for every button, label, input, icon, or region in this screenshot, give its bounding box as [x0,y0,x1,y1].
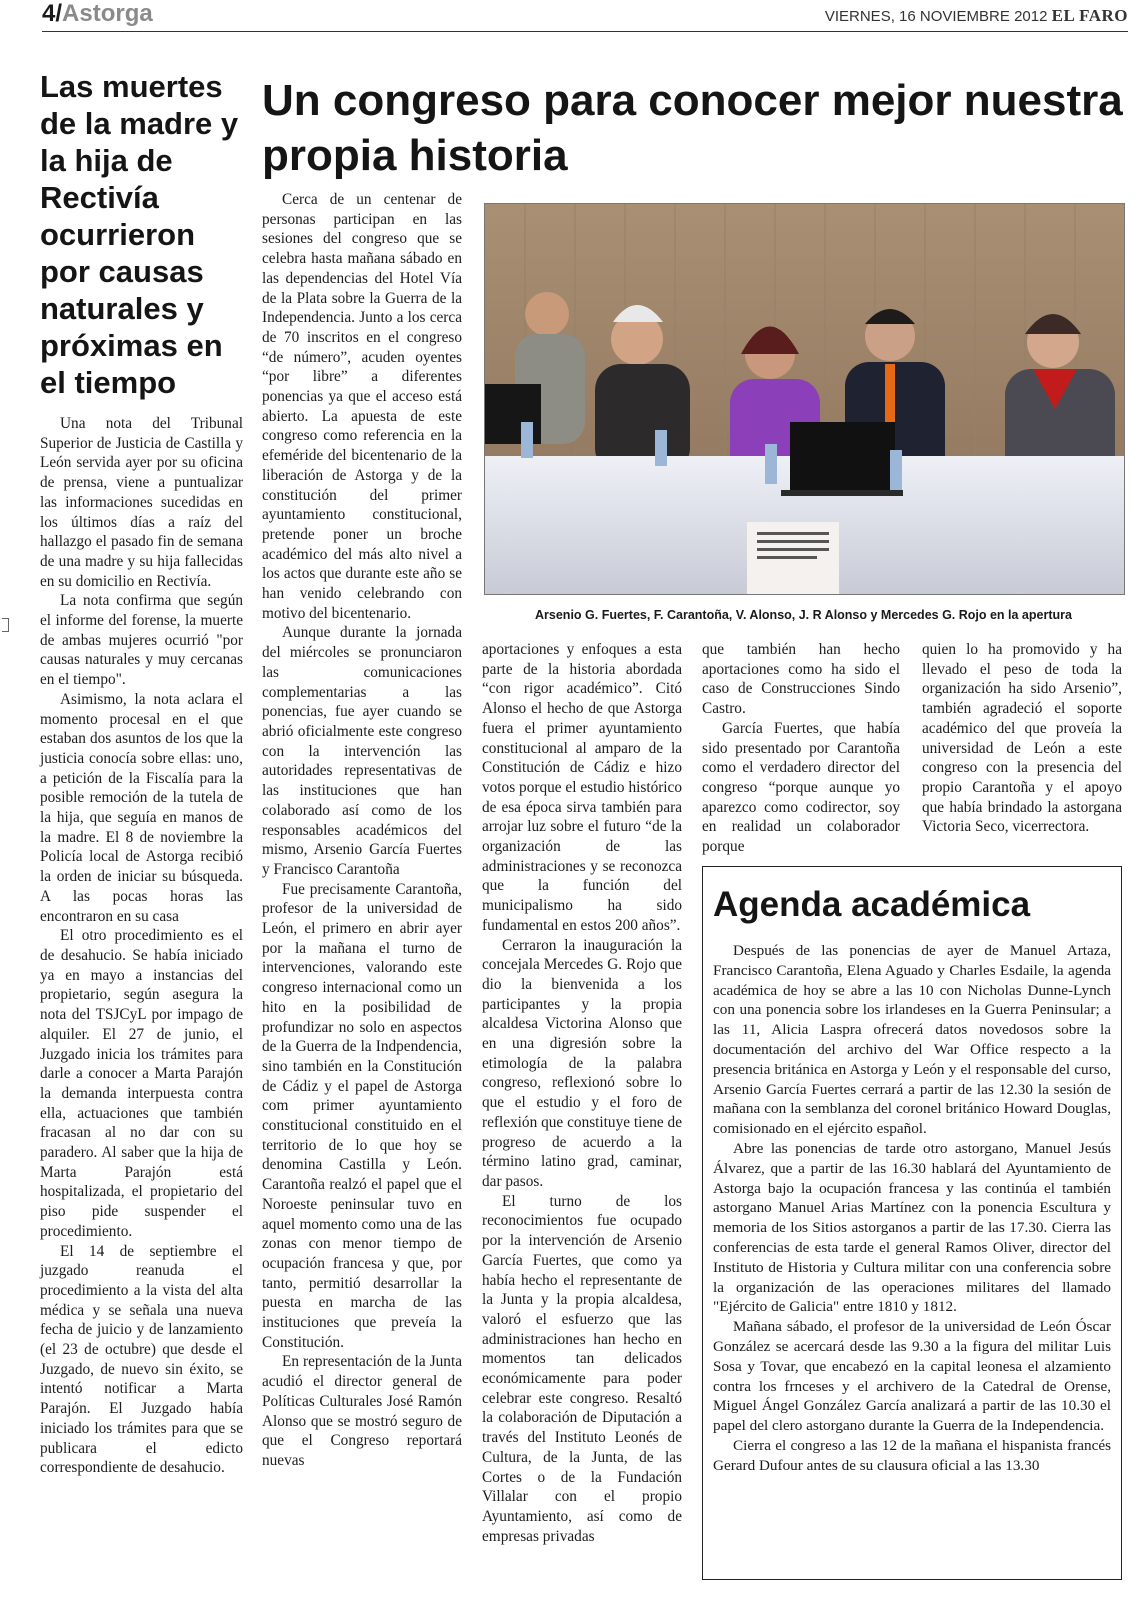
page-number-value: 4/ [42,0,63,27]
main-article-headline: Un congreso para conocer mejor nuestra propia historia [262,76,1123,180]
page-number [42,0,153,28]
agenda-paragraph: Cierra el congreso a las 12 de la mañana el hispanista francés Gerard Dufour antes de su clausura oficial a las 13.30 [713,1436,1111,1474]
agenda-body [713,941,1111,1476]
side-paragraph: Una nota del Tribunal Superior de Justicia de Castilla y León servida ayer por su oficina de prensa, viene a puntualizar las informaciones sucedidas en los últimos días a raíz del hallazgo el pasado fin de semana de una madre y su hija fallecidas en su domicilio en Rectivía. [40,415,243,590]
side-paragraph: El 14 de septiembre el juzgado reanuda el procedimiento a la vista del alta médica y se señala una nueva fecha de juicio y de lanzamiento (el 23 de octubre) que desde el Juzgado, de nuevo sin éxito, se intentó notificar a Marta Parajón. El Juzgado había iniciado los trámites para que se publicara el edicto correspondiente de desahucio. [40,1242,243,1477]
agenda-paragraph: Abre las ponencias de tarde otro astorgano, Manuel Jesús Álvarez, que a partir de las 16.30 hablará del Ayuntamiento de Astorga bajo la ocupación francesa y las continúa el también astorgano Manuel Arias Martínez con la ponencia Escultura y memoria de los Sitios astorganos a partir de las 17.30. Cierra las conferencias de esta tarde el general Ramos Oliver, director del Instituto de Historia y Cultura militar con una conferencia sobre la organización de las operaciones militares del llamado "Ejército de Galicia" entre 1810 y 1812. [713,1139,1111,1316]
main-paragraph: García Fuertes, que había sido presentado por Carantoña como el verdadero director del congreso “porque aunque yo aparezco como codirector, soy en realidad un colaborador porque [702,719,900,856]
conference-photo [484,203,1125,595]
page-header [42,0,1128,32]
agenda-title: Agenda académica [713,885,1031,924]
binding-mark [2,618,9,632]
main-paragraph: En representación de la Junta acudió el director general de Políticas Culturales José Ramón Alonso que se mostró seguro de que el Congreso reportará nuevas [262,1353,462,1469]
side-paragraph: La nota confirma que según el informe del forense, la muerte de ambas mujeres ocurrió "por causas naturales y muy cercanas en el tiempo". [40,592,243,689]
main-paragraph: El turno de los reconocimientos fue ocupado por la intervención de Arsenio García Fuertes, que como ya había hecho el representante de la Junta y la propia alcaldesa, valoró el esfuerzo que las administraciones han hecho en momentos tan delicados económicamente para poder celebrar este congreso. Resaltó la colaboración de Diputación a través del Instituto Leonés de Cultura, de la Junta, de las Cortes o de la Fundación Villalar con el propio Ayuntamiento, así como de empresas privadas [482,1192,682,1545]
main-paragraph: Cerca de un centenar de personas participan en las sesiones del congreso que se celebra hasta mañana sábado en las dependencias del Hotel Vía de la Plata sobre la Guerra de la Independencia. Junto a los cerca de 70 inscritos en el congreso “de número”, acuden oyentes “por libre” a diferentes ponencias ya que el acceso está abierto. La apuesta de este congreso como referencia en la efeméride del bicentenario de la liberación de Astorga y de la constitución del primer ayuntamiento constitucional, pretende poner un broche académico del más alto nivel a los actos que durante este año se han venido celebrando con motivo del bicentenario. [262,191,462,622]
section-name: Astorga [62,0,153,27]
side-article-body [40,414,243,1478]
conference-photo-illustration [485,204,1124,594]
agenda-box [702,866,1122,1580]
side-article-headline: Las muertes de la madre y la hija de Rectivía ocurrieron por causas naturales y próximas en el tiempo [40,69,239,400]
main-paragraph: Fue precisamente Carantoña, profesor de la universidad de León, el primero en abrir ayer por la mañana el turno de intervenciones, valorando este congreso internacional como un hito en la posibilidad de profundizar no solo en aspectos de la Guerra de la Indpendencia, sino también en la Constitución de Cádiz y el papel de Astorga com primer ayuntamiento constitucional constituido en el territorio de lo que hoy se denomina Castilla y León. Carantoña realzó el papel que el Noroeste peninsular tuvo en aquel momento como una de las zonas con menor tiempo de ocupación francesa y que, por tanto, permitió desarrollar la puesta en marcha de las instituciones que preveía la Constitución. [262,880,462,1351]
agenda-paragraph: Después de las ponencias de ayer de Manuel Artaza, Francisco Carantoña, Elena Aguado y Charles Esdaile, la agenda académica de hoy se abre a las 10 con Nicholas Dunne-Lynch con una ponencia sobre los irlandeses en la Guerra Peninsular; a las 11, Alicia Laspra ofrecerá datos novedosos sobre la documentación del archivo del War Office respecto a la presencia británica en Astorga y León y el responsable del curso, Arsenio García Fuertes cerrará a partir de las 12.30 la sesión de mañana con la semblanza del coronel británico Howard Douglas, comisionado en el ejército español. [713,942,1111,1138]
main-paragraph: Aunque durante la jornada del miércoles se pronunciaron las comunicaciones complementarias a las ponencias, fue ayer cuando se abrió oficialmente este congreso con la intervención las autoridades representativas de las instituciones que han colaborado así como de los responsables académicos del mismo, Arsenio García Fuertes y Francisco Carantoña [262,624,462,878]
main-article-column-2 [482,640,682,1546]
side-paragraph: El otro procedimiento es el de desahucio. Se había iniciado ya en mayo a instancias del propietario, según asegura la nota del TSJCyL por impago de alquiler. El 27 de junio, el Juzgado inicia los trámites para darle a conocer a Marta Parajón la demanda interpuesta contra ella, actuaciones que también fracasan al no dar con su paradero. Al saber que la hija de Marta Parajón está hospitalizada, el propietario del piso pide suspender el procedimiento. [40,927,243,1240]
issue-date: VIERNES, 16 NOVIEMBRE 2012 [824,8,1048,25]
main-paragraph: que también han hecho aportaciones como ha sido el caso de Construcciones Sindo Castro. [702,641,900,718]
main-paragraph: aportaciones y enfoques a esta parte de la historia abordada “con rigor académico”. Citó Alonso el hecho de que Astorga fuera el primer ayuntamiento constitucional al amparo de la Constitución de Cádiz e hizo votos porque el estudio histórico de esa época sirva también para arrojar luz sobre el futuro “de la organización de las administraciones y se reconozca que la función del municipalismo ha sido fundamental en estos 200 años”. [482,641,682,934]
photo-caption: Arsenio G. Fuertes, F. Carantoña, V. Alonso, J. R Alonso y Mercedes G. Rojo en la apertura [535,608,1072,622]
main-article-column-1 [262,190,462,1471]
main-article-column-3 [702,640,900,857]
dateline [825,6,1128,26]
side-paragraph: Asimismo, la nota aclara el momento procesal en el que estaban dos asuntos de los que la justicia conocía sobre ellas: uno, a petición de la Fiscalía para la posible remoción de la tutela de la hija, que seguía en manos de la madre. El 8 de noviembre la Policía local de Astorga recibió la orden de iniciar su búsqueda. A las pocas horas las encontraron en su casa [40,690,243,925]
main-paragraph: Cerraron la inauguración la concejala Mercedes G. Rojo que dio la bienvenida a los participantes y la propia alcaldesa Victorina Alonso que en una digresión sobre la etimología de la palabra congreso, reflexionó sobre lo que el estudio y el foro de reflexión que constituye tiene de progreso de acuerdo a la término latino grad, caminar, dar pasos. [482,936,682,1190]
main-paragraph: quien lo ha promovido y ha llevado el peso de toda la organización ha sido Arsenio”, también agradeció el soporte académico del que proveía la universidad de León a este congreso con la presencia del propio Carantoña y el apoyo que había brindado la astorgana Victoria Seco, vicerrectora. [922,641,1122,836]
main-article-column-4 [922,640,1122,837]
newspaper-brand: EL FARO [1051,6,1128,25]
agenda-paragraph: Mañana sábado, el profesor de la universidad de León Óscar González se acercará desde las 9.30 a la figura del militar Luis Sosa y Tovar, que encabezó en la capital leonesa el alzamiento contra los frnceses y el archivero de la Catedral de Orense, Miguel Ángel González García analizará a partir de las 10.30 el papel del clero astorgano durante la Guerra de la Independencia. [713,1318,1111,1435]
